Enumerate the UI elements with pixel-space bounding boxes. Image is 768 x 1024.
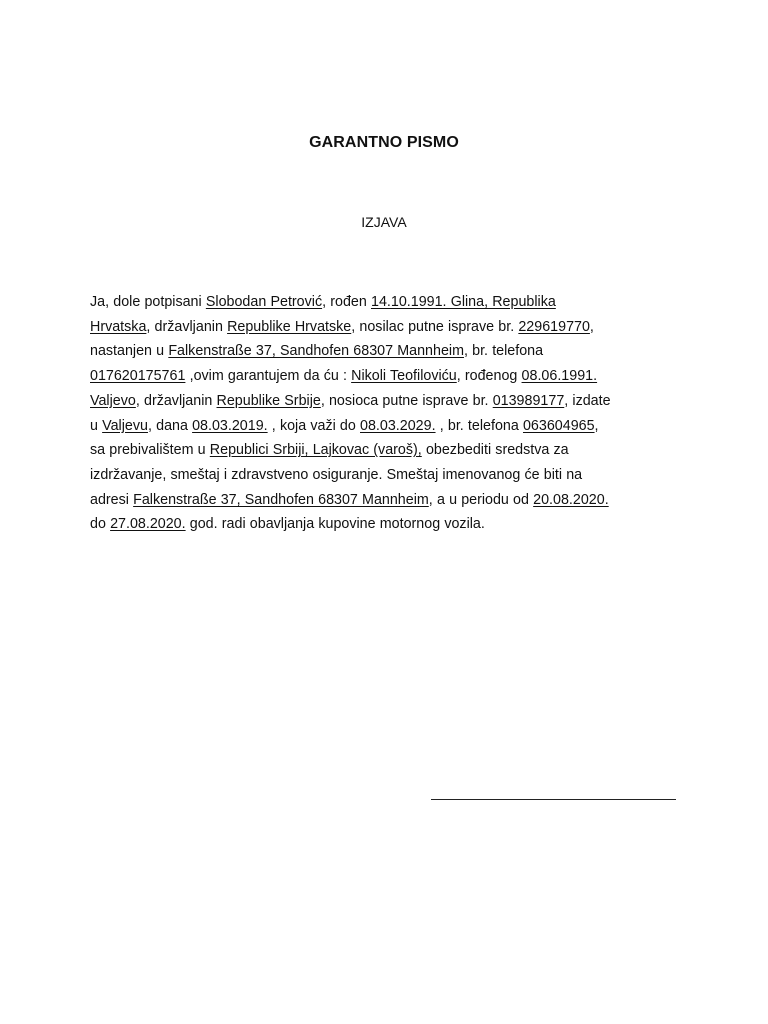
paragraph-text: Ja, dole potpisani (90, 294, 206, 310)
paragraph-text: , rođenog (456, 368, 522, 385)
paragraph-line (90, 389, 690, 414)
paragraph-line (90, 339, 690, 364)
underlined-field: 229619770 (518, 318, 590, 335)
paragraph-line (90, 290, 690, 315)
paragraph-text: , a u periodu od (428, 491, 534, 508)
paragraph-text: , dana (147, 417, 193, 434)
paragraph-text: adresi (90, 491, 134, 508)
underlined-field: Valjevo (90, 392, 136, 409)
document-title: GARANTNO PISMO (309, 134, 459, 151)
underlined-field: Valjevu (102, 417, 148, 434)
paragraph-text: , izdate (564, 392, 611, 409)
paragraph-text: , rođen (322, 294, 371, 310)
paragraph-text: , koja važi do (267, 417, 361, 434)
underlined-field: 08.06.1991. (521, 368, 598, 385)
underlined-field: Republici Srbiji, Lajkovac (varoš), (209, 442, 422, 459)
paragraph-text: nastanjen u (90, 343, 169, 360)
paragraph-line (90, 438, 690, 463)
paragraph-line (90, 488, 690, 513)
paragraph-line (90, 414, 690, 439)
paragraph-text: , nosilac putne isprave br. (351, 318, 519, 335)
paragraph-text: u (90, 417, 103, 434)
declaration-paragraph (90, 290, 690, 537)
underlined-field: 017620175761 (90, 368, 186, 385)
underlined-field: 08.03.2019. (192, 417, 268, 434)
paragraph-text: sa prebivalištem u (90, 442, 210, 459)
paragraph-text: , (594, 417, 599, 434)
underlined-field: Nikoli Teofiloviću (351, 368, 457, 385)
paragraph-text: do (90, 516, 111, 533)
underlined-field: Slobodan Petrović (205, 294, 323, 310)
underlined-field: Hrvatska (90, 318, 147, 335)
underlined-field: 08.03.2029. (360, 417, 436, 434)
underlined-field: 063604965 (522, 417, 595, 434)
paragraph-line (90, 315, 690, 340)
underlined-field: Falkenstraße 37, Sandhofen 68307 Mannheim (133, 491, 429, 508)
underlined-field: 27.08.2020. (110, 516, 186, 533)
underlined-field: 20.08.2020. (533, 491, 609, 508)
paragraph-text: , br. telefona (435, 417, 523, 434)
paragraph-text: , državljanin (135, 392, 217, 409)
underlined-field: 14.10.1991. Glina, Republika (371, 294, 556, 310)
paragraph-line (90, 364, 690, 389)
paragraph-line (90, 463, 690, 488)
signature-line (431, 799, 676, 800)
paragraph-text: , (589, 318, 594, 335)
paragraph-text: , nosioca putne isprave br. (320, 392, 493, 409)
underlined-field: Republike Hrvatske (227, 318, 352, 335)
paragraph-text: obezbediti sredstva za (421, 442, 569, 459)
paragraph-text: god. radi obavljanja kupovine motornog vozila. (185, 516, 485, 533)
paragraph-text: izdržavanje, smeštaj i zdravstveno osiguranje. Smeštaj imenovanog će biti na (90, 466, 583, 483)
paragraph-text: , državljanin (146, 318, 228, 335)
underlined-field: 013989177 (492, 392, 565, 409)
paragraph-text: , br. telefona (463, 343, 544, 360)
paragraph-text: ,ovim garantujem da ću : (185, 368, 352, 385)
paragraph-line (90, 512, 690, 537)
underlined-field: Falkenstraße 37, Sandhofen 68307 Mannheim (168, 343, 464, 360)
underlined-field: Republike Srbije (216, 392, 321, 409)
document-subtitle: IZJAVA (361, 214, 407, 230)
